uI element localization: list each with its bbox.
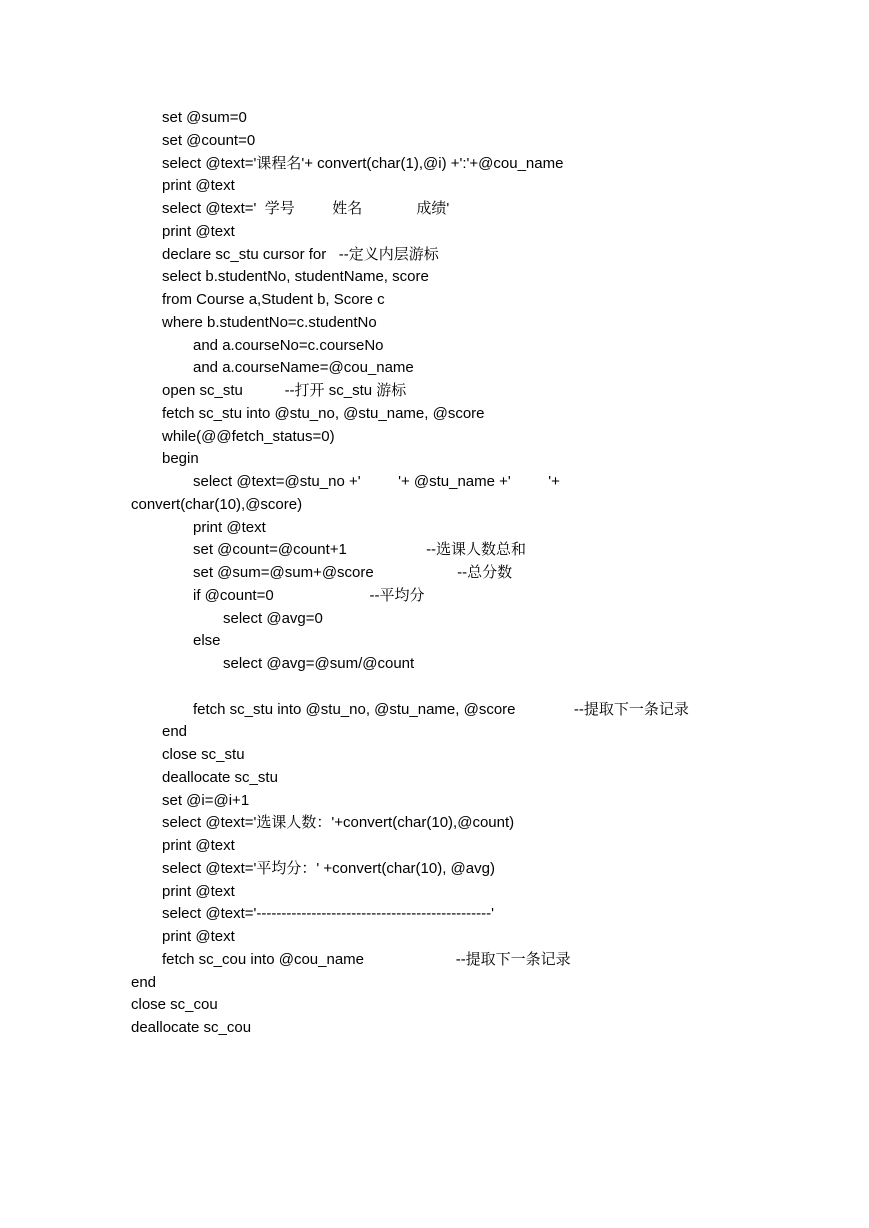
code-line: fetch sc_stu into @stu_no, @stu_name, @score --提取下一条记录 — [193, 701, 689, 718]
code-line: select @text=@stu_no +' '+ @stu_name +' '+ — [193, 473, 560, 490]
code-line: deallocate sc_cou — [131, 1019, 252, 1036]
code-line: where b.studentNo=c.studentNo — [162, 314, 377, 331]
code-line: select @text='-----------------------------------------------' — [162, 905, 495, 922]
code-line: open sc_stu --打开 sc_stu 游标 — [162, 382, 407, 399]
code-line: and a.courseNo=c.courseNo — [193, 337, 384, 354]
code-line: fetch sc_cou into @cou_name --提取下一条记录 — [162, 951, 571, 968]
code-line: from Course a,Student b, Score c — [162, 291, 385, 308]
code-line: select b.studentNo, studentName, score — [162, 268, 429, 285]
code-line: set @count=0 — [162, 132, 256, 149]
code-line: fetch sc_stu into @stu_no, @stu_name, @score — [162, 405, 485, 422]
code-line: if @count=0 --平均分 — [193, 587, 425, 604]
code-line: print @text — [162, 837, 235, 854]
code-line: print @text — [162, 883, 235, 900]
code-line: begin — [162, 450, 199, 467]
code-line: end — [131, 974, 157, 991]
code-line: select @text='课程名'+ convert(char(1),@i) +':'+@cou_name — [162, 155, 564, 172]
code-line: print @text — [193, 519, 266, 536]
code-line: while(@@fetch_status=0) — [162, 428, 335, 445]
code-line: set @sum=@sum+@score --总分数 — [193, 564, 513, 581]
code-line: declare sc_stu cursor for --定义内层游标 — [162, 246, 439, 263]
code-line: convert(char(10),@score) — [131, 496, 303, 513]
code-line: select @text='选课人数：'+convert(char(10),@count) — [162, 814, 515, 831]
code-line: set @sum=0 — [162, 109, 247, 126]
code-line: set @i=@i+1 — [162, 792, 250, 809]
code-line: print @text — [162, 223, 235, 240]
code-line: deallocate sc_stu — [162, 769, 278, 786]
code-line: close sc_stu — [162, 746, 245, 763]
code-line: close sc_cou — [131, 996, 218, 1013]
code-line: print @text — [162, 928, 235, 945]
code-line: else — [193, 632, 221, 649]
code-line: print @text — [162, 177, 235, 194]
code-line: select @text=' 学号 姓名 成绩' — [162, 200, 450, 217]
code-line: select @avg=0 — [223, 610, 323, 627]
code-line: and a.courseName=@cou_name — [193, 359, 414, 376]
code-line: select @text='平均分：' +convert(char(10), @avg) — [162, 860, 495, 877]
code-line: select @avg=@sum/@count — [223, 655, 415, 672]
code-line: end — [162, 723, 188, 740]
code-line: set @count=@count+1 --选课人数总和 — [193, 541, 527, 558]
